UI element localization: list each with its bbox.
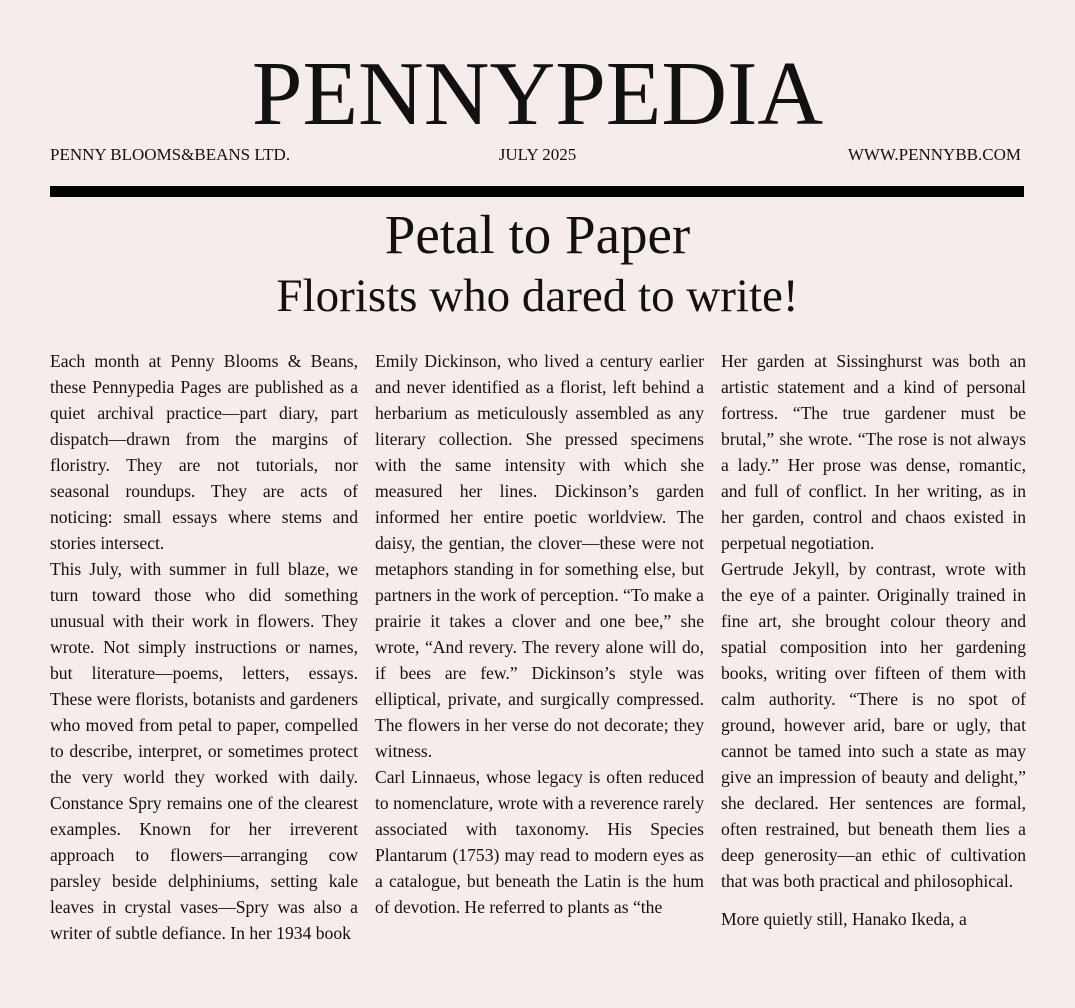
- paragraph: Each month at Penny Blooms & Beans, these Pennypedia Pages are published as a quiet archival practice—part diary, part dispatch—drawn from the margins of floristry. They are not tutorials, nor seasonal roundups. They are acts of noticing: small essays where stems and stories intersect.: [50, 351, 358, 553]
- paragraph: Gertrude Jekyll, by contrast, wrote with the eye of a painter. Originally trained in fine art, she brought colour theory and spatial composition into her gardening books, writing over fifteen of them with calm authority. “There is no spot of ground, however arid, bare or ugly, that cannot be tamed into such a state as may give an impression of beauty and delight,” she declared. Her sentences are formal, often restrained, but beneath them lies a deep generosity—an ethic of cultivation that was both practical and philosophical.: [721, 559, 1026, 891]
- article-headline: Petal to Paper: [384, 204, 691, 265]
- website-link[interactable]: WWW.PENNYBB.COM: [847, 145, 1021, 164]
- article-column-1: [50, 348, 358, 1008]
- article-column-3: [721, 348, 1026, 1008]
- masthead-title: PENNYPEDIA: [251, 43, 824, 144]
- paragraph: Her garden at Sissinghurst was both an artistic statement and a kind of personal fortress. “The true gardener must be brutal,” she wrote. “The rose is not always a lady.” Her prose was dense, romantic, and full of conflict. In her writing, as in her garden, control and chaos existed in perpetual negotiation.: [721, 351, 1026, 553]
- paragraph: Emily Dickinson, who lived a century earlier and never identified as a florist, left behind a herbarium as meticulously assembled as any literary collection. She pressed specimens with the same intensity with which she measured her lines. Dickinson’s garden informed her entire poetic worldview. The daisy, the gentian, the clover—these were not metaphors standing in for something else, but partners in the work of perception. “To make a prairie it takes a clover and one bee,” she wrote, “And revery. The revery alone will do, if bees are few.” Dickinson’s style was elliptical, private, and surgically compressed. The flowers in her verse do not decorate; they witness.: [375, 351, 704, 761]
- article-subheadline: Florists who dared to write!: [276, 270, 799, 322]
- publisher-name: PENNY BLOOMS&BEANS LTD.: [50, 145, 291, 164]
- article-column-2: [375, 348, 704, 1008]
- paragraph: This July, with summer in full blaze, we turn toward those who did something unusual with their work in flowers. They wrote. Not simply instructions or names, but literature—poems, letters, essays. These were florists, botanists and gardeners who moved from petal to paper, compelled to describe, interpret, or sometimes protect the very world they worked with daily. Constance Spry remains one of the clearest examples. Known for her irreverent approach to flowers—arranging cow parsley beside delphiniums, setting kale leaves in crystal vases—Spry was also a writer of subtle defiance. In her 1934 book: [50, 559, 358, 943]
- issue-date: JULY 2025: [498, 145, 577, 164]
- paragraph: Carl Linnaeus, whose legacy is often reduced to nomenclature, wrote with a reverence rarely associated with taxonomy. His Species Plantarum (1753) may read to modern eyes as a catalogue, but beneath the Latin is the hum of devotion. He referred to plants as “the: [375, 767, 704, 917]
- masthead-rule: [50, 186, 1024, 197]
- paragraph: More quietly still, Hanako Ikeda, a: [721, 909, 967, 929]
